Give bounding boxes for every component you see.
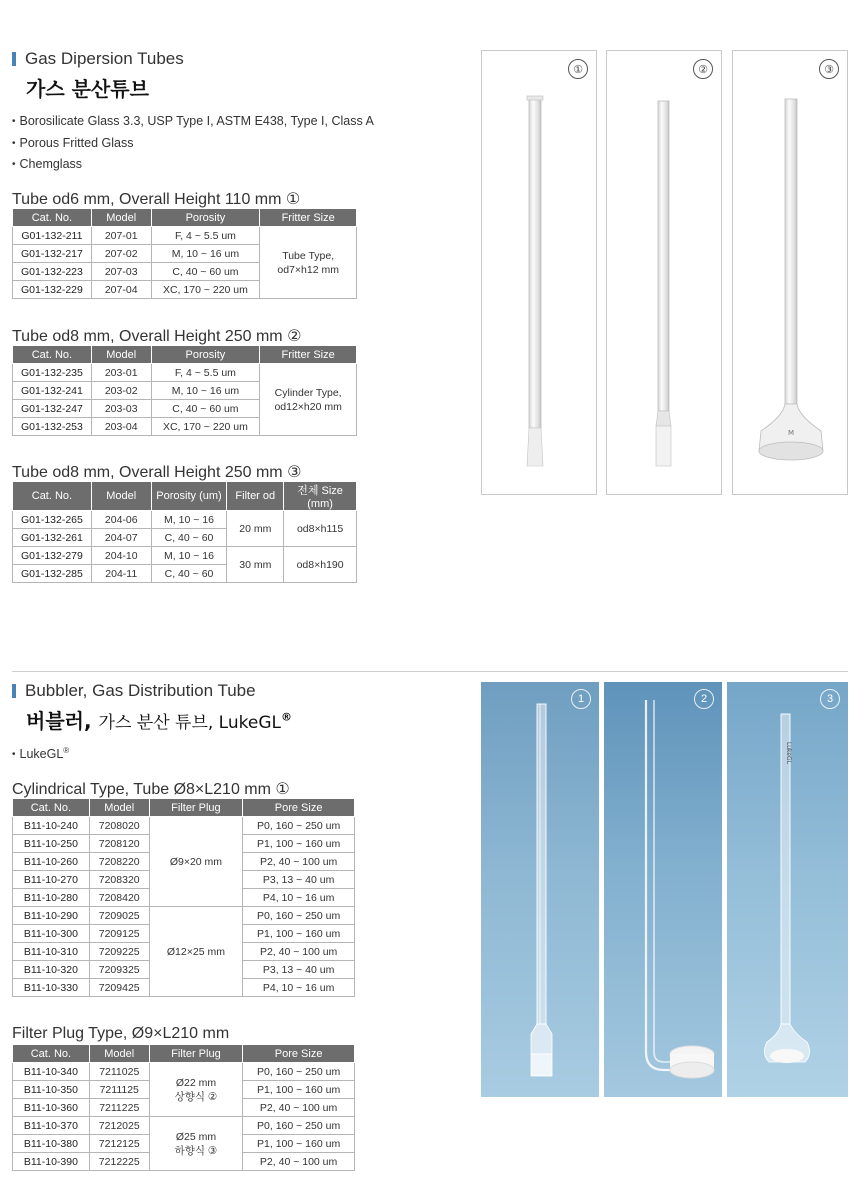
plug-line: Ø22 mm [175, 1076, 217, 1089]
porosity-cell: C, 40 ~ 60 [151, 565, 227, 583]
model-cell: 207-02 [91, 245, 151, 263]
cat-no-cell: B11-10-330 [13, 979, 90, 997]
cat-no-cell: B11-10-340 [13, 1063, 90, 1081]
header-cell: Model [91, 209, 151, 227]
table3 [12, 481, 357, 583]
model-cell: 203-02 [91, 382, 151, 400]
header-cell: Filter Plug [149, 1045, 243, 1063]
header-cell: Model [89, 799, 149, 817]
model-cell: 7212225 [89, 1153, 149, 1171]
size-cell: od8×h190 [284, 547, 357, 583]
model-cell: 7211125 [89, 1081, 149, 1099]
table-row [13, 1117, 355, 1135]
model-cell: 203-04 [91, 418, 151, 436]
pore-size-cell: P2, 40 ~ 100 um [243, 1099, 355, 1117]
header-cell: 전체 Size (mm) [284, 482, 357, 511]
photo-number: 1 [571, 689, 591, 709]
model-cell: 7208420 [89, 889, 149, 907]
header-cell: Filter od [227, 482, 284, 511]
model-cell: 7208120 [89, 835, 149, 853]
pore-size-cell: P1, 100 ~ 160 um [243, 835, 355, 853]
cat-no-cell: G01-132-247 [13, 400, 92, 418]
table1-title: Tube od6 mm, Overall Height 110 mm ① [12, 191, 301, 208]
model-cell: 7212025 [89, 1117, 149, 1135]
cat-no-cell: B11-10-380 [13, 1135, 90, 1153]
header-cell: Cat. No. [13, 482, 92, 511]
pore-size-cell: P0, 160 ~ 250 um [243, 1117, 355, 1135]
dispersion-tube-1-image [482, 51, 598, 496]
section2-title-ko [26, 705, 292, 734]
photo-number: 3 [820, 689, 840, 709]
tube-brand-label: LukeGL [785, 742, 792, 764]
cat-no-cell: B11-10-370 [13, 1117, 90, 1135]
photo-number: ② [693, 59, 713, 79]
cat-no-cell: G01-132-253 [13, 418, 92, 436]
header-cell: Porosity [151, 209, 260, 227]
title-marker [12, 52, 16, 66]
cat-no-cell: G01-132-261 [13, 529, 92, 547]
model-cell: 7208020 [89, 817, 149, 835]
cat-no-cell: G01-132-229 [13, 281, 92, 299]
porosity-cell: F, 4 ~ 5.5 um [151, 227, 260, 245]
dispersion-tube-3-image [733, 51, 849, 496]
bullet-item: • Borosilicate Glass 3.3, USP Type I, ASTM E438, Type I, Class A [12, 111, 374, 133]
fritter-line: Tube Type, [282, 249, 335, 262]
model-cell: 7208220 [89, 853, 149, 871]
table-header-row [13, 482, 357, 511]
fritter-size-cell [260, 227, 357, 299]
table2 [12, 345, 357, 436]
cat-no-cell: B11-10-270 [13, 871, 90, 889]
model-cell: 7211225 [89, 1099, 149, 1117]
header-cell: Cat. No. [13, 209, 92, 227]
fritter-line: od12×h20 mm [274, 400, 342, 413]
section2-title-en: Bubbler, Gas Distribution Tube [25, 681, 256, 700]
pore-size-cell: P0, 160 ~ 250 um [243, 907, 355, 925]
cat-no-cell: G01-132-235 [13, 364, 92, 382]
pore-size-cell: P4, 10 ~ 16 um [243, 889, 355, 907]
product-photo-2 [606, 50, 722, 495]
cat-no-cell: G01-132-279 [13, 547, 92, 565]
plug-line: 상향식 ② [174, 1090, 218, 1103]
porosity-cell: M, 10 ~ 16 [151, 547, 227, 565]
pore-size-cell: P1, 100 ~ 160 um [243, 1135, 355, 1153]
plug-line: 하향식 ③ [174, 1144, 218, 1157]
header-cell: Pore Size [243, 1045, 355, 1063]
table-header-row [13, 346, 357, 364]
fritter-line: od7×h12 mm [277, 263, 339, 276]
section2-title-ko-bold: 버블러, [26, 709, 92, 733]
header-cell: Fritter Size [260, 346, 357, 364]
header-cell: Model [91, 482, 151, 511]
fritter-line: Cylinder Type, [274, 386, 342, 399]
filter-plug-cell [149, 1117, 243, 1171]
model-cell: 204-06 [91, 511, 151, 529]
model-cell: 7209325 [89, 961, 149, 979]
table-row [13, 547, 357, 565]
bullet-item: • Chemglass [12, 154, 374, 176]
model-cell: 207-01 [91, 227, 151, 245]
model-cell: 7212125 [89, 1135, 149, 1153]
table-row [13, 364, 357, 382]
bubbler-tube-3-image [727, 682, 848, 1097]
pore-size-cell: P3, 13 ~ 40 um [243, 871, 355, 889]
model-cell: 7209125 [89, 925, 149, 943]
model-cell: 7209225 [89, 943, 149, 961]
model-cell: 203-03 [91, 400, 151, 418]
section2-title-ko-rest: 가스 분산 튜브, LukeGL [98, 713, 281, 733]
plug-line: Ø25 mm [175, 1130, 217, 1143]
filter-plug-cell: Ø12×25 mm [149, 907, 243, 997]
cat-no-cell: G01-132-211 [13, 227, 92, 245]
size-cell: od8×h115 [284, 511, 357, 547]
filter-plug-cell [149, 1063, 243, 1117]
porosity-cell: M, 10 ~ 16 um [151, 245, 260, 263]
porosity-cell: F, 4 ~ 5.5 um [151, 364, 260, 382]
cat-no-cell: B11-10-390 [13, 1153, 90, 1171]
photo-number: ③ [819, 59, 839, 79]
table3-title: Tube od8 mm, Overall Height 250 mm ③ [12, 464, 302, 481]
pore-size-cell: P1, 100 ~ 160 um [243, 1081, 355, 1099]
header-cell: Filter Plug [149, 799, 243, 817]
pore-size-cell: P2, 40 ~ 100 um [243, 1153, 355, 1171]
section1-title-en: Gas Dipersion Tubes [25, 49, 184, 68]
section1-title [12, 49, 184, 69]
table-header-row [13, 799, 355, 817]
bubbler-photo-3 [727, 682, 848, 1097]
cat-no-cell: B11-10-360 [13, 1099, 90, 1117]
table-header-row [13, 209, 357, 227]
porosity-cell: XC, 170 ~ 220 um [151, 418, 260, 436]
dispersion-tube-2-image [607, 51, 723, 496]
product-photo-3 [732, 50, 848, 495]
header-cell: Pore Size [243, 799, 355, 817]
header-cell: Cat. No. [13, 346, 92, 364]
section1-bullets [12, 111, 374, 176]
table-row [13, 511, 357, 529]
photo-number: 2 [694, 689, 714, 709]
header-cell: Cat. No. [13, 1045, 90, 1063]
title-marker [12, 684, 16, 698]
header-cell: Fritter Size [260, 209, 357, 227]
cat-no-cell: B11-10-260 [13, 853, 90, 871]
cat-no-cell: B11-10-250 [13, 835, 90, 853]
header-cell: Porosity [151, 346, 260, 364]
cat-no-cell: B11-10-310 [13, 943, 90, 961]
table4-title: Cylindrical Type, Tube Ø8×L210 mm ① [12, 781, 290, 798]
section2-bullets [12, 741, 69, 766]
header-cell: Porosity (um) [151, 482, 227, 511]
frit-mark: M [787, 429, 795, 437]
model-cell: 7209425 [89, 979, 149, 997]
brand-text: LukeGL [19, 747, 64, 762]
table5-title: Filter Plug Type, Ø9×L210 mm [12, 1025, 230, 1042]
section2-title [12, 681, 256, 701]
cat-no-cell: B11-10-350 [13, 1081, 90, 1099]
model-cell: 7208320 [89, 871, 149, 889]
filter-od-cell: 20 mm [227, 511, 284, 547]
bubbler-photo-1 [481, 682, 599, 1097]
filter-od-cell: 30 mm [227, 547, 284, 583]
registered-mark: ® [280, 710, 292, 724]
table1 [12, 208, 357, 299]
header-cell: Model [91, 346, 151, 364]
porosity-cell: M, 10 ~ 16 um [151, 382, 260, 400]
cat-no-cell: B11-10-240 [13, 817, 90, 835]
table-header-row [13, 1045, 355, 1063]
header-cell: Model [89, 1045, 149, 1063]
cat-no-cell: G01-132-265 [13, 511, 92, 529]
table-row [13, 227, 357, 245]
table4 [12, 798, 355, 997]
porosity-cell: C, 40 ~ 60 um [151, 400, 260, 418]
filter-plug-cell: Ø9×20 mm [149, 817, 243, 907]
fritter-size-cell [260, 364, 357, 436]
pore-size-cell: P2, 40 ~ 100 um [243, 943, 355, 961]
registered-mark: ® [63, 746, 70, 755]
pore-size-cell: P0, 160 ~ 250 um [243, 817, 355, 835]
pore-size-cell: P4, 10 ~ 16 um [243, 979, 355, 997]
header-cell: Cat. No. [13, 799, 90, 817]
pore-size-cell: P1, 100 ~ 160 um [243, 925, 355, 943]
porosity-cell: M, 10 ~ 16 [151, 511, 227, 529]
bubbler-photo-2 [604, 682, 722, 1097]
cat-no-cell: G01-132-217 [13, 245, 92, 263]
bubbler-tube-2-image [604, 682, 722, 1097]
bullet-item [12, 741, 69, 766]
cat-no-cell: G01-132-223 [13, 263, 92, 281]
cat-no-cell: G01-132-285 [13, 565, 92, 583]
bullet-item: • Porous Fritted Glass [12, 133, 374, 155]
cat-no-cell: B11-10-290 [13, 907, 90, 925]
model-cell: 204-10 [91, 547, 151, 565]
section1-title-ko: 가스 분산튜브 [26, 77, 149, 101]
model-cell: 7211025 [89, 1063, 149, 1081]
table-row [13, 907, 355, 925]
section-divider [12, 671, 848, 672]
model-cell: 204-11 [91, 565, 151, 583]
porosity-cell: XC, 170 ~ 220 um [151, 281, 260, 299]
table2-title: Tube od8 mm, Overall Height 250 mm ② [12, 328, 302, 345]
table-row [13, 1063, 355, 1081]
product-photo-1 [481, 50, 597, 495]
model-cell: 204-07 [91, 529, 151, 547]
model-cell: 203-01 [91, 364, 151, 382]
pore-size-cell: P2, 40 ~ 100 um [243, 853, 355, 871]
table5 [12, 1044, 355, 1171]
porosity-cell: C, 40 ~ 60 um [151, 263, 260, 281]
cat-no-cell: B11-10-280 [13, 889, 90, 907]
cat-no-cell: B11-10-320 [13, 961, 90, 979]
cat-no-cell: G01-132-241 [13, 382, 92, 400]
model-cell: 7209025 [89, 907, 149, 925]
pore-size-cell: P0, 160 ~ 250 um [243, 1063, 355, 1081]
model-cell: 207-04 [91, 281, 151, 299]
cat-no-cell: B11-10-300 [13, 925, 90, 943]
porosity-cell: C, 40 ~ 60 [151, 529, 227, 547]
model-cell: 207-03 [91, 263, 151, 281]
pore-size-cell: P3, 13 ~ 40 um [243, 961, 355, 979]
photo-number: ① [568, 59, 588, 79]
bubbler-tube-1-image [481, 682, 599, 1097]
table-row [13, 817, 355, 835]
